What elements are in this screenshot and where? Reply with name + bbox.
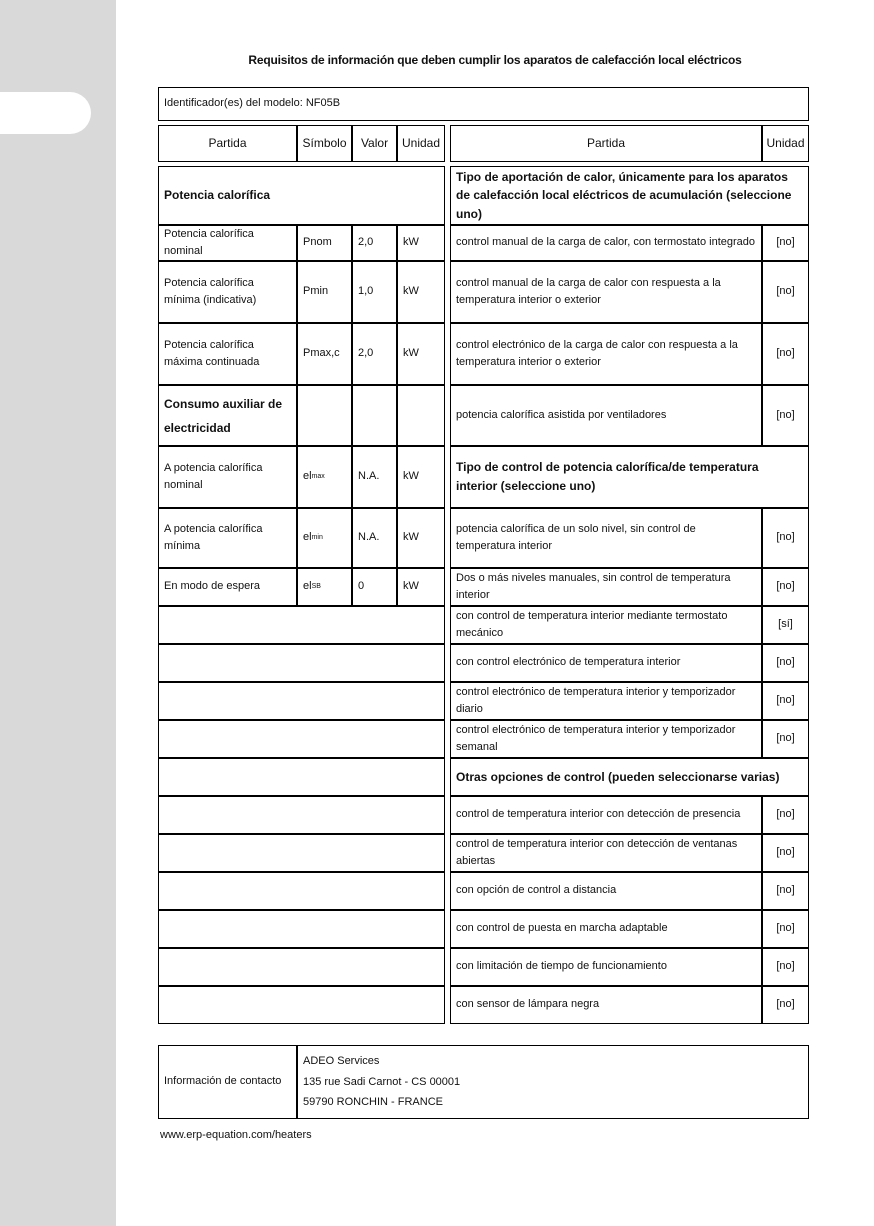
header-unidad-left: Unidad (397, 125, 445, 162)
consumo-row-unit: kW (397, 508, 445, 568)
control-row-unit: [no] (762, 644, 809, 682)
footer-url[interactable]: www.erp-equation.com/heaters (160, 1129, 312, 1141)
consumo-row-label: A potencia calorífica nominal (158, 446, 297, 508)
consumo-row-value: N.A. (352, 446, 397, 508)
contact-street: 135 rue Sadi Carnot - CS 00001 (303, 1075, 461, 1088)
contact-city: 59790 RONCHIN - FRANCE (303, 1096, 443, 1109)
otras-row-unit: [no] (762, 986, 809, 1024)
symbol-base: el (303, 531, 312, 544)
row-label: Potencia calorífica nominal (158, 225, 297, 261)
otras-row-label: control de temperatura interior con detección de ventanas abiertas (450, 834, 762, 872)
control-row-unit: [no] (762, 682, 809, 720)
model-identifier: Identificador(es) del modelo: NF05B (158, 87, 809, 121)
control-row-label: con control de temperatura interior mediante termostato mecánico (450, 606, 762, 644)
consumo-row-label: En modo de espera (158, 568, 297, 606)
aportacion-row-unit: [no] (762, 261, 809, 323)
otras-row-unit: [no] (762, 872, 809, 910)
empty-cell (297, 385, 352, 446)
tipo-aportacion-title: Tipo de aportación de calor, únicamente para los aparatos de calefacción local eléctricos de acumulación (seleccione uno) (450, 166, 809, 225)
contact-company: ADEO Services (303, 1054, 380, 1067)
otras-row-unit: [no] (762, 834, 809, 872)
potencia-section-title: Potencia calorífica (158, 166, 445, 225)
header-simbolo: Símbolo (297, 125, 352, 162)
symbol-base: el (303, 470, 312, 483)
aportacion-row-label: control electrónico de la carga de calor con respuesta a la temperatura interior o exterior (450, 323, 762, 385)
otras-row-unit: [no] (762, 796, 809, 834)
row-symbol: Pmax,c (297, 323, 352, 385)
header-unidad-right: Unidad (762, 125, 809, 162)
otras-row-unit: [no] (762, 910, 809, 948)
row-unit: kW (397, 323, 445, 385)
header-partida-right: Partida (450, 125, 762, 162)
consumo-row-symbol (297, 508, 352, 568)
control-row-unit: [no] (762, 720, 809, 758)
otras-row-label: con opción de control a distancia (450, 872, 762, 910)
header-partida-left: Partida (158, 125, 297, 162)
empty-left-cell (158, 758, 445, 796)
empty-left-cell (158, 948, 445, 986)
consumo-section-title: Consumo auxiliar de electricidad (158, 385, 297, 446)
row-value: 1,0 (352, 261, 397, 323)
consumo-row-label: A potencia calorífica mínima (158, 508, 297, 568)
row-label: Potencia calorífica máxima continuada (158, 323, 297, 385)
empty-left-cell (158, 910, 445, 948)
row-unit: kW (397, 225, 445, 261)
aportacion-row-label: potencia calorífica asistida por ventiladores (450, 385, 762, 446)
empty-left-cell (158, 606, 445, 644)
row-symbol: Pmin (297, 261, 352, 323)
otras-row-label: con sensor de lámpara negra (450, 986, 762, 1024)
contact-label: Información de contacto (158, 1045, 297, 1119)
control-row-unit: [no] (762, 508, 809, 568)
consumo-row-value: N.A. (352, 508, 397, 568)
header-valor: Valor (352, 125, 397, 162)
consumo-row-unit: kW (397, 446, 445, 508)
otras-row-label: con control de puesta en marcha adaptable (450, 910, 762, 948)
consumo-row-unit: kW (397, 568, 445, 606)
left-margin-strip (0, 0, 116, 1226)
empty-left-cell (158, 872, 445, 910)
otras-row-unit: [no] (762, 948, 809, 986)
empty-left-cell (158, 682, 445, 720)
control-row-label: potencia calorífica de un solo nivel, sin control de temperatura interior (450, 508, 762, 568)
empty-cell (397, 385, 445, 446)
row-value: 2,0 (352, 323, 397, 385)
consumo-row-value: 0 (352, 568, 397, 606)
otras-row-label: control de temperatura interior con detección de presencia (450, 796, 762, 834)
aportacion-row-label: control manual de la carga de calor, con termostato integrado (450, 225, 762, 261)
otras-opciones-title: Otras opciones de control (pueden seleccionarse varias) (450, 758, 809, 796)
empty-left-cell (158, 986, 445, 1024)
control-row-unit: [sí] (762, 606, 809, 644)
consumo-row-symbol (297, 446, 352, 508)
row-unit: kW (397, 261, 445, 323)
contact-info (297, 1045, 809, 1119)
empty-left-cell (158, 720, 445, 758)
page-tab (0, 92, 91, 134)
aportacion-row-unit: [no] (762, 225, 809, 261)
consumo-row-symbol (297, 568, 352, 606)
empty-cell (352, 385, 397, 446)
empty-left-cell (158, 796, 445, 834)
row-symbol: Pnom (297, 225, 352, 261)
empty-left-cell (158, 644, 445, 682)
symbol-sub: max (311, 472, 325, 480)
control-row-label: con control electrónico de temperatura interior (450, 644, 762, 682)
row-label: Potencia calorífica mínima (indicativa) (158, 261, 297, 323)
otras-row-label: con limitación de tiempo de funcionamiento (450, 948, 762, 986)
control-row-label: Dos o más niveles manuales, sin control de temperatura interior (450, 568, 762, 606)
tipo-control-title: Tipo de control de potencia calorífica/de temperatura interior (seleccione uno) (450, 446, 809, 508)
aportacion-row-unit: [no] (762, 385, 809, 446)
control-row-label: control electrónico de temperatura interior y temporizador semanal (450, 720, 762, 758)
symbol-sub: min (311, 533, 323, 541)
row-value: 2,0 (352, 225, 397, 261)
control-row-unit: [no] (762, 568, 809, 606)
control-row-label: control electrónico de temperatura interior y temporizador diario (450, 682, 762, 720)
page-title: Requisitos de información que deben cumplir los aparatos de calefacción local eléctricos (248, 53, 742, 67)
aportacion-row-unit: [no] (762, 323, 809, 385)
symbol-sub: SB (311, 582, 321, 590)
symbol-base: el (303, 580, 312, 593)
empty-left-cell (158, 834, 445, 872)
aportacion-row-label: control manual de la carga de calor con respuesta a la temperatura interior o exterior (450, 261, 762, 323)
